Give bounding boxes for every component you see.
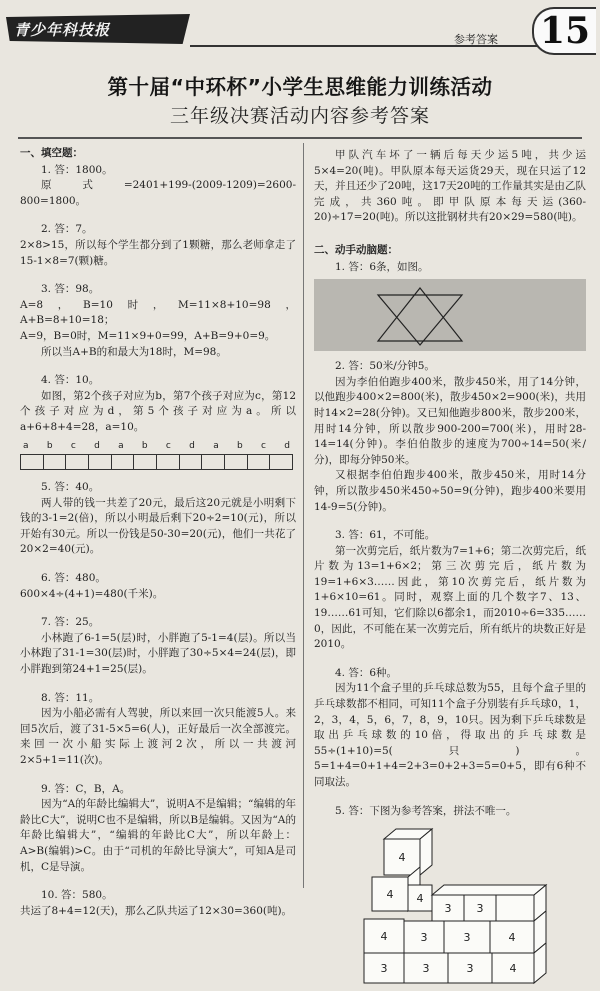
q4-solution: 如图，第2个孩子对应为b，第7个孩子对应为c，第12个孩子对应为d，第5个孩子对应为a。所以a+6+8+4=28，a=10。 — [20, 389, 296, 433]
q10-answer: 10. 答：580。 — [41, 889, 113, 902]
q6-answer: 6. 答：480。 — [41, 572, 106, 585]
kid-label: a — [23, 440, 29, 451]
hq5-answer: 5. 答：下图为参考答案，拼法不唯一。 — [335, 804, 517, 817]
q10-solution-cont: 甲队汽车坏了一辆后每天少运5吨，共少运5×4=20(吨)。甲队原本每天运货29天，现在只运了12天，并且还少了20吨，这17天20吨的工作量其实是由乙队完成，共360吨。即甲队原本每天运(360-20)÷17=20(吨)。所以这批钢材共有20×29=580(吨)。 — [314, 149, 586, 224]
page-number: 15 — [532, 7, 596, 55]
section-heading-hands-on: 二、动手动脑题： — [314, 243, 398, 256]
block-label: 3 — [422, 962, 430, 976]
q3-answer: 3. 答：98。 — [41, 283, 100, 296]
q5-solution: 两人带的钱一共差了20元，最后这20元就是小明剩下钱的3-1=2(倍)，所以小明最后剩下20÷2=10(元)，所以开始有30元。所以一份钱是50-30=20(元)，他们一共花了20×2=40(元)。 — [20, 496, 296, 556]
star-figure — [314, 279, 586, 351]
page-header — [0, 0, 600, 56]
section-label: 参考答案 — [454, 33, 498, 46]
hq2-solution-1: 因为李伯伯跑步400米，散步450米，用了14分钟，以他跑步400×2=800(米)，散步450×2=900(米)，共用时14×2=28(分钟)。又已知他跑步800米，散步200米，用时14分钟，所以散步900-200=700(米)，用时28-14=14(分钟)。李伯伯散步的速度为700÷14=50(米/分)，即每分钟50米。 — [314, 375, 586, 466]
block-puzzle-figure — [364, 825, 554, 985]
q3-line-2: A=9，B=0时，M=11×9+0=99，A+B=9+0=9。 — [20, 329, 276, 342]
section-heading-fill-blank: 一、填空题： — [20, 147, 83, 159]
right-column — [314, 142, 586, 985]
kids-diagram-labels — [20, 439, 293, 455]
article-title: 第十届“中环杯”小学生思维能力训练活动 — [107, 75, 493, 99]
kid-label: a — [118, 440, 124, 451]
hq3-answer: 3. 答：61，不可能。 — [335, 529, 436, 542]
block-puzzle-svg — [364, 825, 554, 985]
q2-answer: 2. 答：7。 — [41, 223, 93, 236]
article-subtitle: 三年级决赛活动内容参考答案 — [169, 105, 430, 127]
kid-label: a — [213, 440, 219, 451]
star-of-david-figure — [314, 279, 586, 351]
kid-label: d — [284, 440, 290, 451]
q9-solution: 因为“A的年龄比编辑大”，说明A不是编辑；“编辑的年龄比C大”，说明C也不是编辑，所以B是编辑。又因为“A的年龄比编辑大”，“编辑的年龄比C大”，所以年龄上：A>B(编辑)>C。由于“司机的年龄比导演大”，可知A是司机，C是导演。 — [20, 798, 296, 873]
hq4-answer: 4. 答：6种。 — [335, 666, 398, 679]
q4-answer: 4. 答：10。 — [41, 374, 100, 387]
q3-line-1: A=8，B=10时，M=11×8+10=98，A+B=8+10=18； — [20, 298, 296, 327]
block-label: 3 — [476, 902, 484, 916]
brand-title: 青少年科技报 — [14, 21, 111, 39]
kid-label: c — [165, 440, 171, 451]
kid-label: c — [70, 440, 76, 451]
kid-label: d — [189, 440, 195, 451]
q5-answer: 5. 答：40。 — [41, 481, 100, 494]
q7-answer: 7. 答：25。 — [41, 616, 100, 629]
block-label: 4 — [509, 962, 517, 976]
kid-label: d — [94, 440, 100, 451]
block-label: 4 — [398, 851, 406, 865]
block-label: 3 — [444, 902, 452, 916]
q8-answer: 8. 答：11。 — [41, 691, 100, 704]
block-label: 4 — [380, 930, 388, 944]
hq2-solution-2: 又根据李伯伯跑步400米，散步450米，用时14分钟，所以散步450米450÷50=9(分钟)，跑步400米要用14-9=5(分钟)。 — [314, 469, 586, 513]
q3-line-3: 所以当A+B的和最大为18时，M=98。 — [41, 345, 227, 358]
block-label: 3 — [466, 962, 474, 976]
hq4-solution: 因为11个盒子里的乒乓球总数为55，且每个盒子里的乒乓球数都不相同，可知11个盒子分别装有乒乓球0，1，2，3，4，5，6，7，8，9，10只。因为剩下乒乓球数是取出乒乓球数的10倍，得取出的乒乓球数是55÷(1+10)=5(只)。5=1+4=0+1+4=2+3=0+2+3=5=0+5，即有6种不同取法。 — [314, 682, 586, 788]
q7-solution: 小林跑了6-1=5(层)时，小胖跑了5-1=4(层)。所以当小林跑了31-1=30(层)时，小胖跑了30÷5×4=24(层)，即小胖跑到第24+1=25(层)。 — [20, 631, 296, 676]
hq2-answer: 2. 答：50米/分钟5。 — [335, 360, 435, 373]
q10-solution: 共运了8+4=12(天)，那么乙队共运了12×30=360(吨)。 — [20, 904, 293, 917]
block-label: 3 — [380, 962, 388, 976]
q6-solution: 600×4÷(4+1)=480(千米)。 — [20, 587, 164, 600]
hq3-solution: 第一次剪完后，纸片数为7=1+6；第二次剪完后，纸片数为13=1+6×2；第三次剪完后，纸片数为19=1+6×3……因此，第10次剪完后，纸片数为1+6×10=61。同时，观察上面的几个数字7、13、19……61可知，它们除以6都余1，而2010÷6=335……0，因此，不可能在某一次剪完后，所有纸片的块数正好是2010。 — [314, 544, 586, 651]
kid-label: b — [237, 440, 243, 451]
block-label: 4 — [416, 892, 424, 906]
q2-solution: 2×8>15，所以每个学生都分到了1颗糖，那么老师拿走了15-1×8=7(颗)糖。 — [20, 238, 296, 267]
hq1-answer: 1. 答：6条，如图。 — [335, 260, 429, 273]
kid-label: b — [46, 440, 53, 451]
q9-answer: 9. 答：C，B，A。 — [41, 782, 131, 795]
left-column — [20, 142, 296, 919]
block-label: 3 — [463, 931, 471, 945]
kid-label: c — [261, 440, 266, 451]
title-divider — [18, 137, 582, 139]
kids-diagram-row — [20, 454, 293, 470]
q1-answer: 1. 答：1800。 — [41, 163, 113, 176]
q8-solution: 因为小船必需有人驾驶，所以来回一次只能渡5人。来回5次后，渡了31-5×5=6(人)，正好最后一次全部渡完。来回一次小船实际上渡河2次，所以一共渡河2×5+1=11(次)。 — [20, 707, 296, 766]
q1-solution: 原式=2401+199-(2009-1209)=2600-800=1800。 — [20, 179, 296, 207]
block-label: 3 — [420, 931, 428, 945]
block-label: 4 — [386, 888, 394, 902]
kids-diagram — [20, 439, 293, 471]
column-divider — [303, 143, 304, 888]
kid-label: b — [141, 440, 148, 451]
block-label: 4 — [508, 931, 516, 945]
